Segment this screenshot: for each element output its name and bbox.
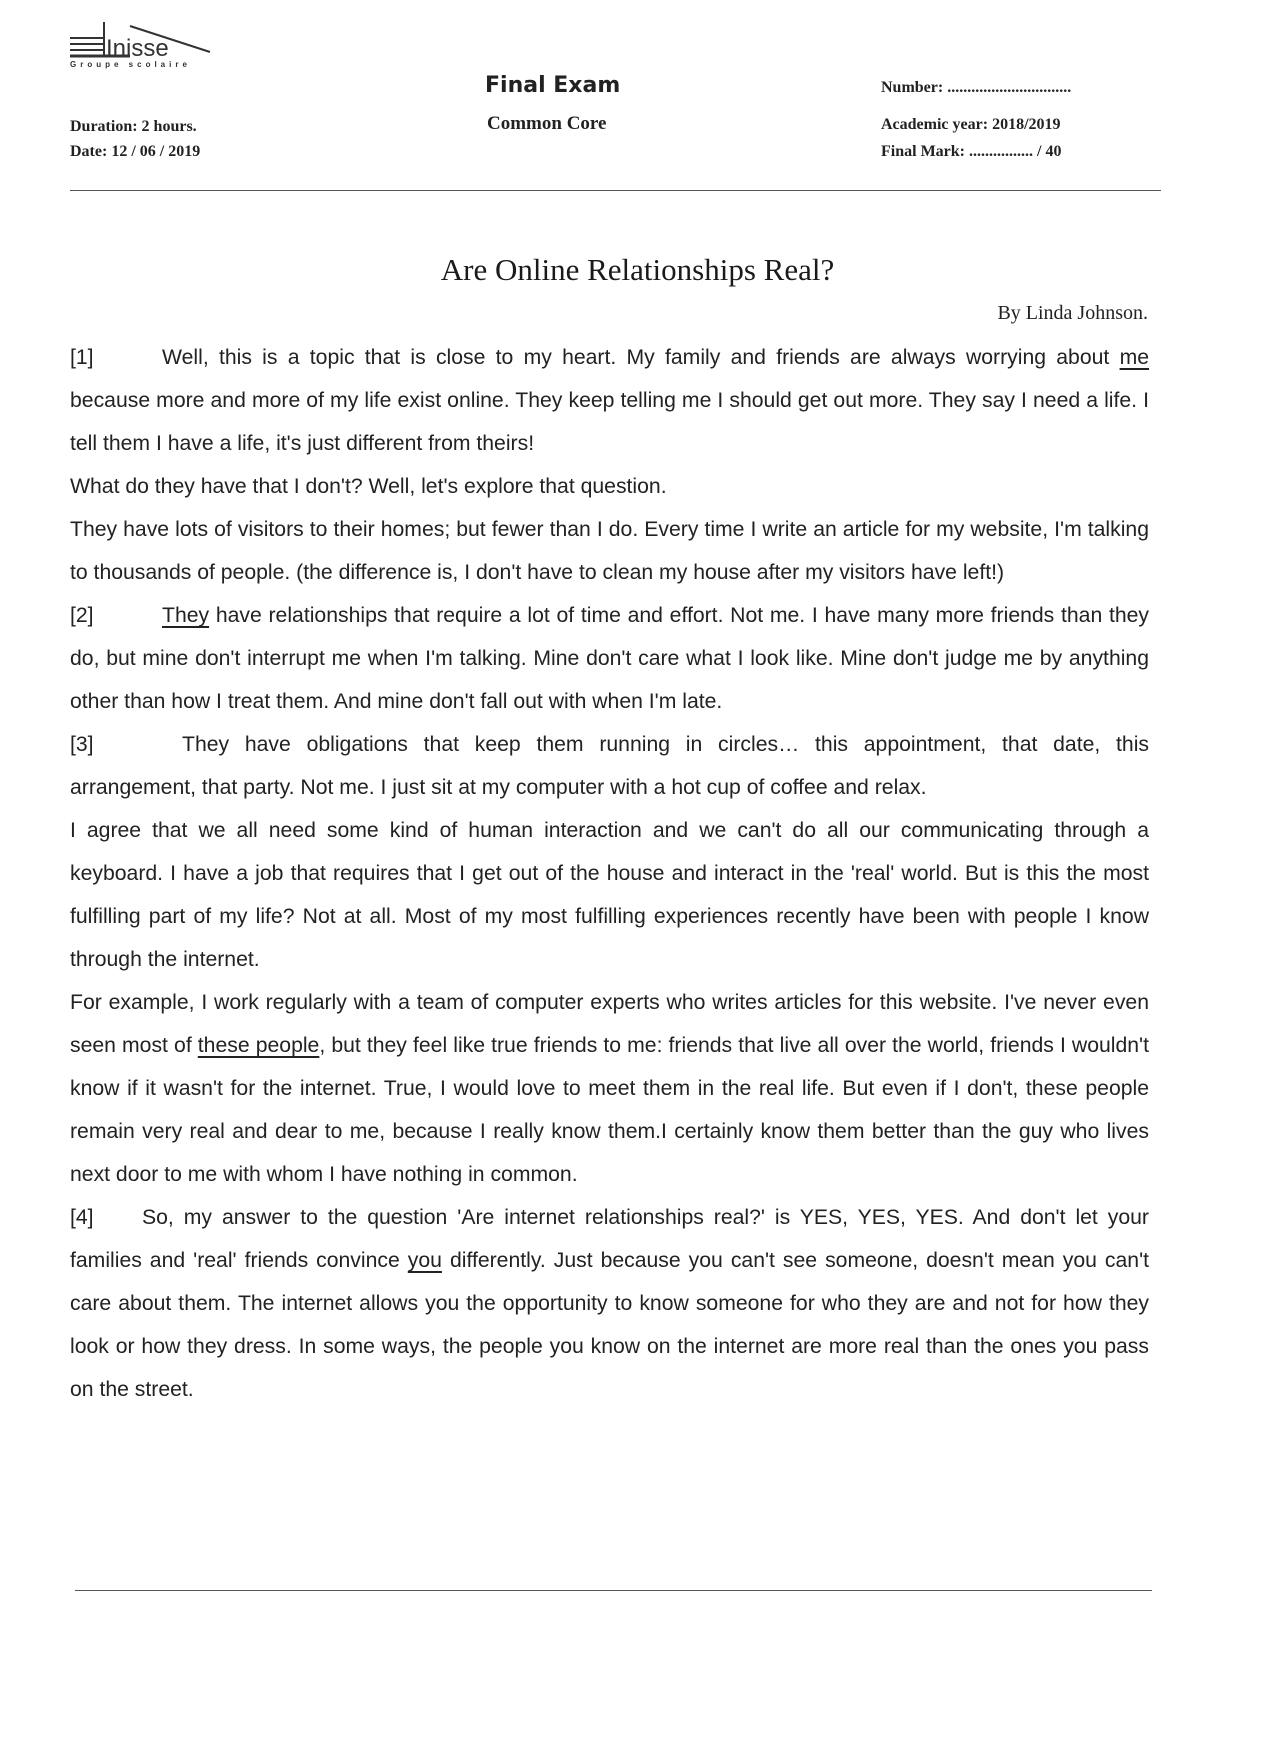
school-logo-graphic	[70, 22, 240, 72]
academic-year: Academic year: 2018/2019	[881, 116, 1061, 133]
paragraph-3-line: I agree that we all need some kind of human interaction and we can't do all our communicating through a keyboard. I have a job that requires that I get out of the house and interact in the 'real' world. But is this the most fulfilling part of my life? Not at all. Most of my most fulfilling experiences recently have been with people I know through the internet.	[70, 819, 1149, 971]
logo-text: Inisse	[106, 35, 169, 62]
underlined-word-me: me	[1119, 346, 1149, 369]
paragraph-3: [3] They have obligations that keep them running in circles… this appointment, that date, this arrangement, that party. Not me. I just sit at my computer with a hot cup of coffee and relax.	[70, 723, 1149, 809]
article-author: By Linda Johnson.	[997, 302, 1148, 324]
paragraph-number: [1]	[70, 346, 94, 369]
duration: Duration: 2 hours.	[70, 118, 197, 135]
footer-divider	[75, 1590, 1152, 1591]
exam-title: Final Exam	[485, 73, 621, 98]
header-divider	[70, 190, 1161, 191]
paragraph-number: [2]	[70, 604, 94, 627]
underlined-word-you: you	[407, 1249, 442, 1272]
paragraph-number: [3]	[70, 733, 94, 756]
paragraph-3-line: For example, I work regularly with a team of computer experts who writes articles for this website. I've never even seen most of these people, but they feel like true friends to me: friends that live all over the world, friends I wouldn't know if it wasn't for the internet. True, I would love to meet them in the real life. But even if I don't, these people remain very real and dear to me, because I really know them.I certainly know them better than the guy who lives next door to me with whom I have nothing in common.	[70, 991, 1149, 1186]
student-number: Number: ...............................	[881, 79, 1072, 96]
final-mark: Final Mark: ................ / 40	[881, 143, 1062, 160]
school-logo	[70, 22, 240, 72]
article-title: Are Online Relationships Real?	[440, 252, 835, 287]
paragraph-1-line: They have lots of visitors to their homes; but fewer than I do. Every time I write an article for my website, I'm talking to thousands of people. (the difference is, I don't have to clean my house after my visitors have left!)	[70, 518, 1149, 584]
underlined-phrase-these-people: these people	[197, 1034, 320, 1057]
logo-subtext: Groupe scolaire	[70, 60, 191, 69]
article-body	[70, 336, 1149, 1411]
exam-date: Date: 12 / 06 / 2019	[70, 143, 201, 160]
underlined-word-they: They	[162, 604, 210, 627]
paragraph-4: [4] So, my answer to the question 'Are internet relationships real?' is YES, YES, YES. And don't let your families and 'real' friends convince you differently. Just because you can't see someone, doesn't mean you can't care about them. The internet allows you the opportunity to know someone for who they are and not for how they look or how they dress. In some ways, the people you know on the internet are more real than the ones you pass on the street.	[70, 1196, 1149, 1411]
paragraph-1: [1] Well, this is a topic that is close to my heart. My family and friends are always worrying about me because more and more of my life exist online. They keep telling me I should get out more. They say I need a life. I tell them I have a life, it's just different from theirs!	[70, 336, 1149, 465]
exam-level: Common Core	[487, 113, 607, 134]
paragraph-1-line: What do they have that I don't? Well, let's explore that question.	[70, 475, 667, 498]
paragraph-2: [2] They have relationships that require a lot of time and effort. Not me. I have many more friends than they do, but mine don't interrupt me when I'm talking. Mine don't care what I look like. Mine don't judge me by anything other than how I treat them. And mine don't fall out with when I'm late.	[70, 594, 1149, 723]
paragraph-number: [4]	[70, 1206, 94, 1229]
